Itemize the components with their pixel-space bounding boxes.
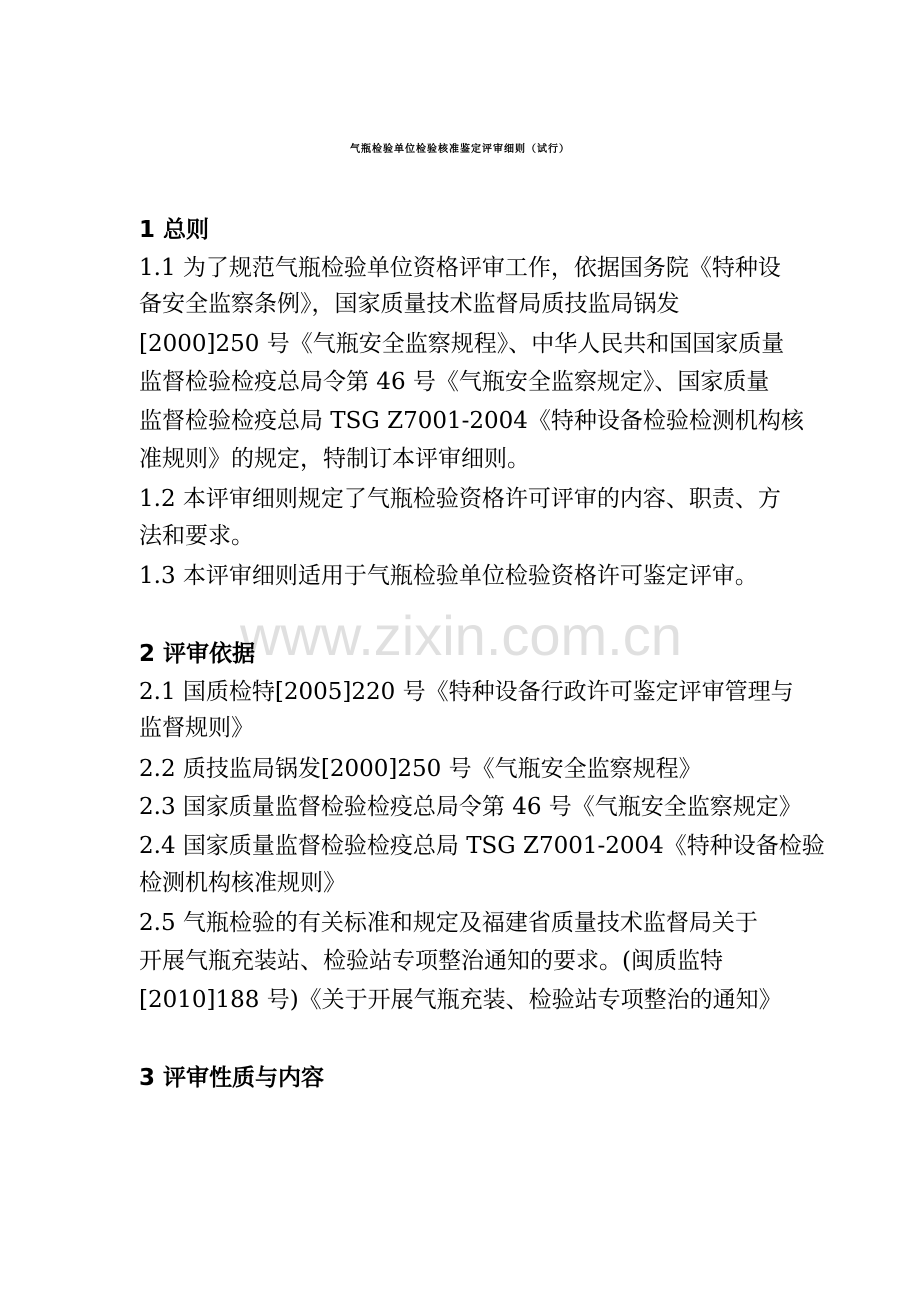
paragraph-line: [2000]250 号《气瓶安全监察规程》、中华人民共和国国家质量 [139,331,785,357]
paragraph-line: 检测机构核准规则》 [139,870,346,896]
paragraph-line: 监督检验检疫总局令第 46 号《气瓶安全监察规定》、国家质量 [139,369,770,395]
paragraph-line: [2010]188 号)《关于开展气瓶充装、检验站专项整治的通知》 [139,987,782,1013]
section-heading-2: 2 评审依据 [139,641,256,667]
paragraph-line: 监督规则》 [139,715,254,741]
paragraph-line: 备安全监察条例》，国家质量技术监督局质技监局锅发 [139,291,680,317]
paragraph-line: 准规则》的规定，特制订本评审细则。 [139,446,530,472]
section-heading-1: 1 总则 [139,217,210,243]
paragraph-line: 2.5 气瓶检验的有关标准和规定及福建省质量技术监督局关于 [139,910,758,936]
section-heading-3: 3 评审性质与内容 [139,1065,325,1091]
paragraph-line: 开展气瓶充装站、检验站专项整治通知的要求。(闽质监特 [139,948,723,974]
paragraph-line: 1.1 为了规范气瓶检验单位资格评审工作，依据国务院《特种设 [139,255,781,281]
paragraph-line: 1.2 本评审细则规定了气瓶检验资格许可评审的内容、职责、方 [139,486,781,512]
paragraph-line: 1.3 本评审细则适用于气瓶检验单位检验资格许可鉴定评审。 [139,563,758,589]
paragraph-line: 法和要求。 [139,523,254,549]
paragraph-line: 2.2 质技监局锅发[2000]250 号《气瓶安全监察规程》 [139,756,702,782]
paragraph-line: 监督检验检疫总局 TSG Z7001-2004《特种设备检验检测机构核 [139,408,804,434]
document-title: 气瓶检验单位检验核准鉴定评审细则（试行） [350,144,570,155]
watermark: www.zixin.com.cn [240,604,682,667]
paragraph-line: 2.4 国家质量监督检验检疫总局 TSG Z7001-2004《特种设备检验 [139,833,825,859]
paragraph-line: 2.3 国家质量监督检验检疫总局令第 46 号《气瓶安全监察规定》 [139,794,802,820]
paragraph-line: 2.1 国质检特[2005]220 号《特种设备行政许可鉴定评审管理与 [139,679,794,705]
